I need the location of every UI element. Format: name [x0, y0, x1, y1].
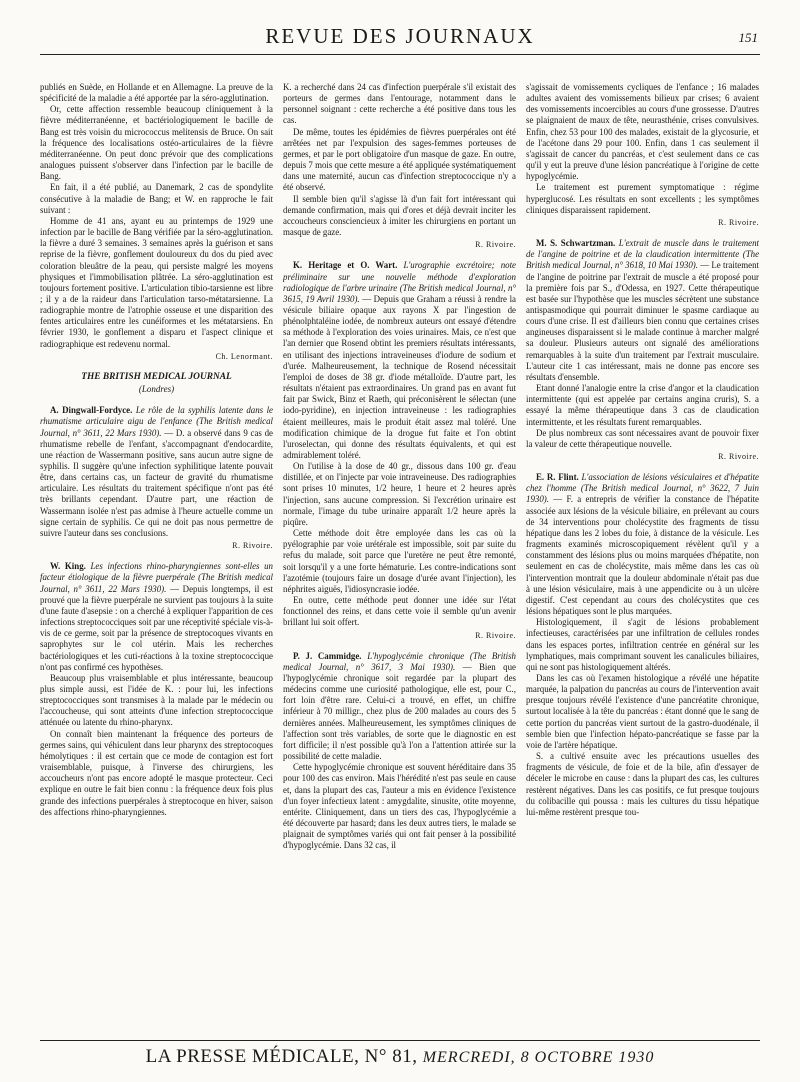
signature: R. Rivoire. [475, 630, 516, 640]
paragraph: En outre, cette méthode peut donner une idée sur l'état fonctionnel des reins, et dans cette voie il semble qu'un avenir brillant lui soit offert. [283, 595, 516, 628]
signature: R. Rivoire. [232, 541, 273, 551]
article-abstract [40, 405, 273, 539]
page-number: 151 [738, 30, 758, 45]
article-source: (The British medical Journal, n° 3611, 22 Mars 1930). [40, 572, 273, 594]
paragraph: K. a recherché dans 24 cas d'infection puerpérale s'il existait des porteurs de germes dans l'entourage, notamment dans le personnel soignant : cette recherche a été positive dans tous les cas. [283, 82, 516, 126]
article-source: (The British medical Journal, n° 3622, 7 Juin 1930). [526, 483, 759, 505]
paragraph: Beaucoup plus vraisemblable et plus intéressante, beaucoup plus simple aussi, est l'idée de K. : pour lui, les infections streptococciques sont transmises à la malade par le médecin ou l'accoucheuse, qui sont atteints d'une infection streptococcique atténuée ou latente du rhino-pharynx. [40, 672, 273, 728]
article-abstract [40, 561, 273, 673]
article-title: Le rôle de la syphilis latente dans le rhumatisme articulaire aigu de l'enfance [40, 405, 273, 427]
paragraph: Le traitement est purement symptomatique : régime hyperglucosé. Les résultats en sont excellents ; les symptômes cliniques disparaissent rapidement. [526, 182, 759, 215]
article-body: — D. a observé dans 9 cas de rhumatisme rebelle de l'enfant, s'accompagnant d'endocardite, une réaction de Wassermann positive, sans aucun autre signe de syphilis. Il suggère qu'une infection syphilitique latente pouvait être, dans certains cas, un facteur de gravité du rhumatisme articulaire. Les résultats du traitement spécifique n'ont pas été très brillants cependant. D'autre part, une réaction de Wassermann isolée n'est pas admise à l'heure actuelle comme un signe certain de syphilis. Ce qui ne doit pas nous permettre de suivre l'auteur dans ses conclusions. [40, 427, 273, 538]
paragraph: De plus nombreux cas sont nécessaires avant de pouvoir fixer la valeur de cette thérapeutique nouvelle. [526, 427, 759, 449]
paragraph: En fait, il a été publié, au Danemark, 2 cas de spondylite consécutive à la maladie de Bang; et W. en rapproche le fait suivant : [40, 182, 273, 215]
article-title: L'extrait de muscle dans le traitement de l'angine de poitrine et de la claudication intermittente [526, 238, 759, 260]
article-author: A. Dingwall-Fordyce. [50, 405, 133, 416]
paragraph: Homme de 41 ans, ayant eu au printemps de 1929 une infection par le bacille de Bang vérifiée par la séro-agglutination. la fièvre a duré 3 semaines. 3 semaines après la guérison et sans reprise de la fièvre, gonflement douloureux du dos du pied avec coloration bleuâtre de la peau, qui persiste malgré les moyens physiques et l'immobilisation plâtrée. La séro-agglutination est toujours fortement positive. L'articulation tibio-tarsienne est libre ; il y a de la raideur dans l'articulation tarso-métatarsienne. La radiographie montre de l'atrophie osseuse et une disparition des fentes articulaires entre les cunéiformes et les métatarsiens. En février 1930, le gonflement a disparu et l'aspect clinique et radiographique est redevenu normal. [40, 215, 273, 349]
article-source: (The British medical Journal, n° 3615, 19 Avril 1930). [283, 282, 516, 304]
footer-publication-line [146, 1046, 655, 1068]
paragraph: Cette hypoglycémie chronique est souvent héréditaire dans 35 pour 100 des cas environ. Mais l'hérédité n'est pas seule en cause et, dans la plupart des cas, l'auteur a mis en évidence l'existence d'un foyer infectieux latent : amygdalite, sinusite, otite moyenne, entérite. Cliniquement, dans un tiers des cas, l'hypoglycémie a été découverte par hasard; dans les deux autres tiers, le malade se plaignait de symptômes variés qui ont fait penser à la possibilité d'hypoglycémie. Dans 32 cas, il [283, 762, 516, 851]
paragraph: Il semble bien qu'il s'agisse là d'un fait fort intéressant qui demande confirmation, mais qui d'ores et déjà devrait inciter les accoucheurs consciencieux à imiter les chirurgiens en portant un masque de gaze. [283, 193, 516, 238]
article-author: W. King. [50, 561, 86, 572]
column-3 [526, 82, 759, 1030]
paragraph: On connaît bien maintenant la fréquence des porteurs de germes sains, qui véhiculent dans leur pharynx des streptocoques hémolytiques : il est certain que ce mode de contagion est fort vraisemblable, puisque, à l'inverse des chirurgiens, les accoucheurs n'ont pas encore adopté le masque protecteur. Ceci explique en outre le fait bien connu : la fréquence deux fois plus grande des infections puerpérales à streptocoque en hiver, saison des affections rhino-pharyngiennes. [40, 728, 273, 817]
article-source: (The British medical Journal, n° 3611, 22 Mars 1930). [40, 416, 273, 438]
column-2 [283, 82, 516, 1030]
article-abstract [526, 238, 759, 383]
paragraph: publiés en Suède, en Hollande et en Allemagne. La preuve de la spécificité de la maladie a été apportée par la séro-agglutination. [40, 82, 273, 104]
article-title: L'urographie excrétoire; note préliminaire sur une nouvelle méthode d'exploration radiologique de l'arbre urinaire [283, 260, 516, 293]
paragraph: Or, cette affection ressemble beaucoup cliniquement à la fièvre méditerranéenne, et bactériologiquement le bacille de Bang est très voisin du micrococcus melitensis de Bruce. On sait la fréquence des localisations ostéo-articulaires de la fièvre méditerranéenne. On peut donc prévoir que des complications analogues puissent s'observer dans l'infection par le bacille de Bang. [40, 104, 273, 182]
page-footer [40, 1040, 760, 1069]
paragraph: s'agissait de vomissements cycliques de l'enfance ; 16 malades adultes avaient des vomissements bilieux par crises; 6 avaient des vomissements incoercibles au cours d'une grossesse. D'autres se plaignaient de maux de tête, neurasthénie, crises convulsives. Enfin, chez 53 pour 100 des malades, existait de la glycosurie, et de l'acétone dans 29 pour 100. Enfin, dans 1 cas seulement il s'agissait de cancer du pancréas, et c'est seulement dans ce cas qu'il y eut la preuve d'une lésion pancréatique à l'origine de cette hypoglycémie. [526, 82, 759, 182]
signature: R. Rivoire. [475, 240, 516, 250]
signature: R. Rivoire. [718, 217, 759, 227]
article-body: — F. a entrepris de vérifier la constance de l'hépatite associée aux lésions de la vésicule biliaire, en prélevant au cours de 34 interventions pour cholécystite des fragments de tissu hépatique dans les 2 lobes du foie, à distance de la vésicule. Les fragments examinés microscopiquement révèlent qu'il y a constamment des lésions plus ou moins marquées d'hépatite, non seulement en cas de cholécystite, mais même dans les cas où l'intervention montrait que la douleur abdominale n'était pas due à une lésion vésiculaire, mais à une appendicite ou à un ulcère digestif. C'est cependant au cours des cholécystites que ces lésions hépatiques sont le plus marquées. [526, 494, 759, 617]
article-author: K. Heritage et O. Wart. [293, 260, 398, 271]
paragraph: Cette méthode doit être employée dans les cas où la pyélographie par voie urétérale est impossible, soit par suite du refus du malade, soit parce que l'uretère ne peut être remonté, soit lorsqu'il y a une forte hématurie. Les contre-indications sont l'azotémie (toujours faire un dosage d'urée avant l'injection), les néphrites aiguës, l'idiosyncrasie iodée. [283, 528, 516, 594]
article-abstract [283, 260, 516, 461]
article-body: — Bien que l'hypoglycémie chronique soit regardée par la plupart des médecins comme une curiosité pathologique, elle est, pour C., fort loin d'être rare. Celui-ci a trouvé, en effet, un chiffre inférieur à 70 milligr., chez plus de 200 malades au cours des 5 dernières années. Malheureusement, les symptômes cliniques de l'affection sont très variables, de sorte que le diagnostic en est fort difficile; il n'est possible qu'à l'on a l'attention attirée sur la possibilité de cette maladie. [283, 661, 516, 762]
journal-heading: THE BRITISH MEDICAL JOURNAL [81, 371, 232, 382]
paragraph: On l'utilise à la dose de 40 gr., dissous dans 100 gr. d'eau distillée, et on l'injecte par voie intraveineuse. Des radiographies sont prises 10 minutes, 1/2 heure, 1 heure et 2 heures après l'injection, sans aucune compression. Si l'excrétion urinaire est normale, l'image du tube urinaire apparaît 1/2 heure après la piqûre. [283, 461, 516, 527]
article-body: — Le traitement de l'angine de poitrine par l'extrait de muscle a été proposé pour la première fois par S., d'Odessa, en 1927. Cette thérapeutique est basée sur l'hypothèse que les muscles sécrètent une substance antispasmodique qui pourrait diminuer le spasme cardiaque au cours d'une crise. Il est d'ailleurs bien connu que certaines crises angineuses disparaissent si le malade continue à marcher malgré sa douleur. Plusieurs auteurs ont signalé des améliorations remarquables à la suite d'un traitement par l'extrait musculaire. L'auteur cite 1 cas intéressant, mais ne donne pas encore ses résultats d'ensemble. [526, 260, 759, 382]
running-title: REVUE DES JOURNAUX [265, 24, 535, 48]
article-columns [40, 82, 760, 1030]
article-author: P. J. Cammidge. [293, 650, 362, 661]
paragraph: De même, toutes les épidémies de fièvres puerpérales ont été arrêtées net par l'expulsion des sages-femmes porteuses de germes, et par le port obligatoire d'un masque de gaze. En outre, depuis 7 mois que cette mesure a été appliquée systématiquement dans une maternité, aucun cas d'infection streptococcique n'y a été observé. [283, 126, 516, 193]
article-author: E. R. Flint. [536, 472, 579, 483]
article-source: (The British medical Journal, n° 3618, 10 Mai 1930). [526, 249, 759, 271]
article-body: — Depuis longtemps, il est prouvé que la fièvre puerpérale ne survient pas toujours à la suite d'une faute d'asepsie : on a cherché à expliquer l'apparition de ces infections streptococciques soit par une réceptivité spéciale vis-à-vis de ce germe, soit par la présence de streptocoques vivants en saprophytes sur le col utérin. Mais les recherches bactériologiques et les cuti-réactions à la toxine streptococcique n'ont pas confirmé ces hypothèses. [40, 583, 273, 672]
journal-city: (Londres) [138, 384, 175, 395]
signature: R. Rivoire. [718, 452, 759, 461]
article-title: L'hypoglycémie chronique [367, 650, 465, 661]
article-abstract [526, 472, 759, 617]
paragraph: Etant donné l'analogie entre la crise d'angor et la claudication intermittente (qui est appelée par certains angina cruris), S. a essayé la même thérapeutique dans 3 cas de claudication intermittente, et les résultats furent remarquables. [526, 383, 759, 427]
publication-name: LA PRESSE MÉDICALE, N° 81, [145, 1046, 418, 1067]
article-abstract [283, 651, 516, 763]
article-body: — Depuis que Graham a réussi à rendre la vésicule biliaire opaque aux rayons X par l'ingestion de phénolphtaléine iodée, de nombreux auteurs ont essayé d'étendre sa méthode à l'exploration des voies urinaires. Mais, ce n'est que l'an dernier que Rosend obtint les premiers résultats intéressants, en utilisant des injections intraveineuses d'iodure de sodium et d'urée. Malheureusement, la technique de Rosend nécessitait l'emploi de doses de 38 gr. d'iode métalloïde. D'autre part, les résultats n'étaient pas extraordinaires. Un grand pas en avant fut fait par Swick, Binz et Raeth, qui préconisèrent le sélectan (une iodo-pyridine), en injection intraveineuse : les radiographies étaient meilleures, mais le produit était assez mal toléré. Une modification chimique de la drogue fut faite et l'on obtint l'uroselectan, qui donne des résultats équivalents, et qui est admirablement toléré. [283, 293, 516, 460]
signature: Ch. Lenormant. [215, 351, 273, 361]
paragraph: S. a cultivé ensuite avec les précautions usuelles des fragments de vésicule, de foie et de la bile, afin d'essayer de déceler le microbe en cause : dans la plupart des cas, les cultures restèrent négatives. Dans les cas positifs, ce fut presque toujours du colibacille qui poussa : mais les cultures du tissu hépatique lui-même restèrent presque tou- [526, 751, 759, 817]
page-header [40, 20, 760, 55]
article-author: M. S. Schwartzman. [536, 238, 616, 249]
paragraph: Histologiquement, il s'agit de lésions probablement infectieuses, caractérisées par une infiltration de cellules rondes dans les espaces portes, infiltration centrée en général sur les lymphatiques, mais comprimant souvent les canalicules biliaires, qui ne sont pas histologiquement altérés. [526, 617, 759, 672]
column-1 [40, 82, 273, 1030]
article-title: L'association de lésions vésiculaires et d'hépatite chez l'homme [526, 472, 759, 494]
article-source: (The British medical Journal, n° 3617, 3 Mai 1930). [283, 650, 516, 672]
issue-date: MERCREDI, 8 OCTOBRE 1930 [422, 1049, 655, 1066]
paragraph: Dans les cas où l'examen histologique a révélé une hépatite marquée, la palpation du pancréas au cours de l'intervention avait presque toujours révélé l'existence d'une pancréatite chronique, surtout localisée à la tête du pancréas : étant donné que le sang de cette portion du pancréas vient surtout de la gastro-duodénale, il semble bien que l'infection hépato-pancréatique se fasse par la voie de l'artère hépatique. [526, 672, 759, 750]
article-title: Les infections rhino-pharyngiennes sont-elles un facteur étiologique de la fièvre puerpérale [40, 561, 273, 583]
